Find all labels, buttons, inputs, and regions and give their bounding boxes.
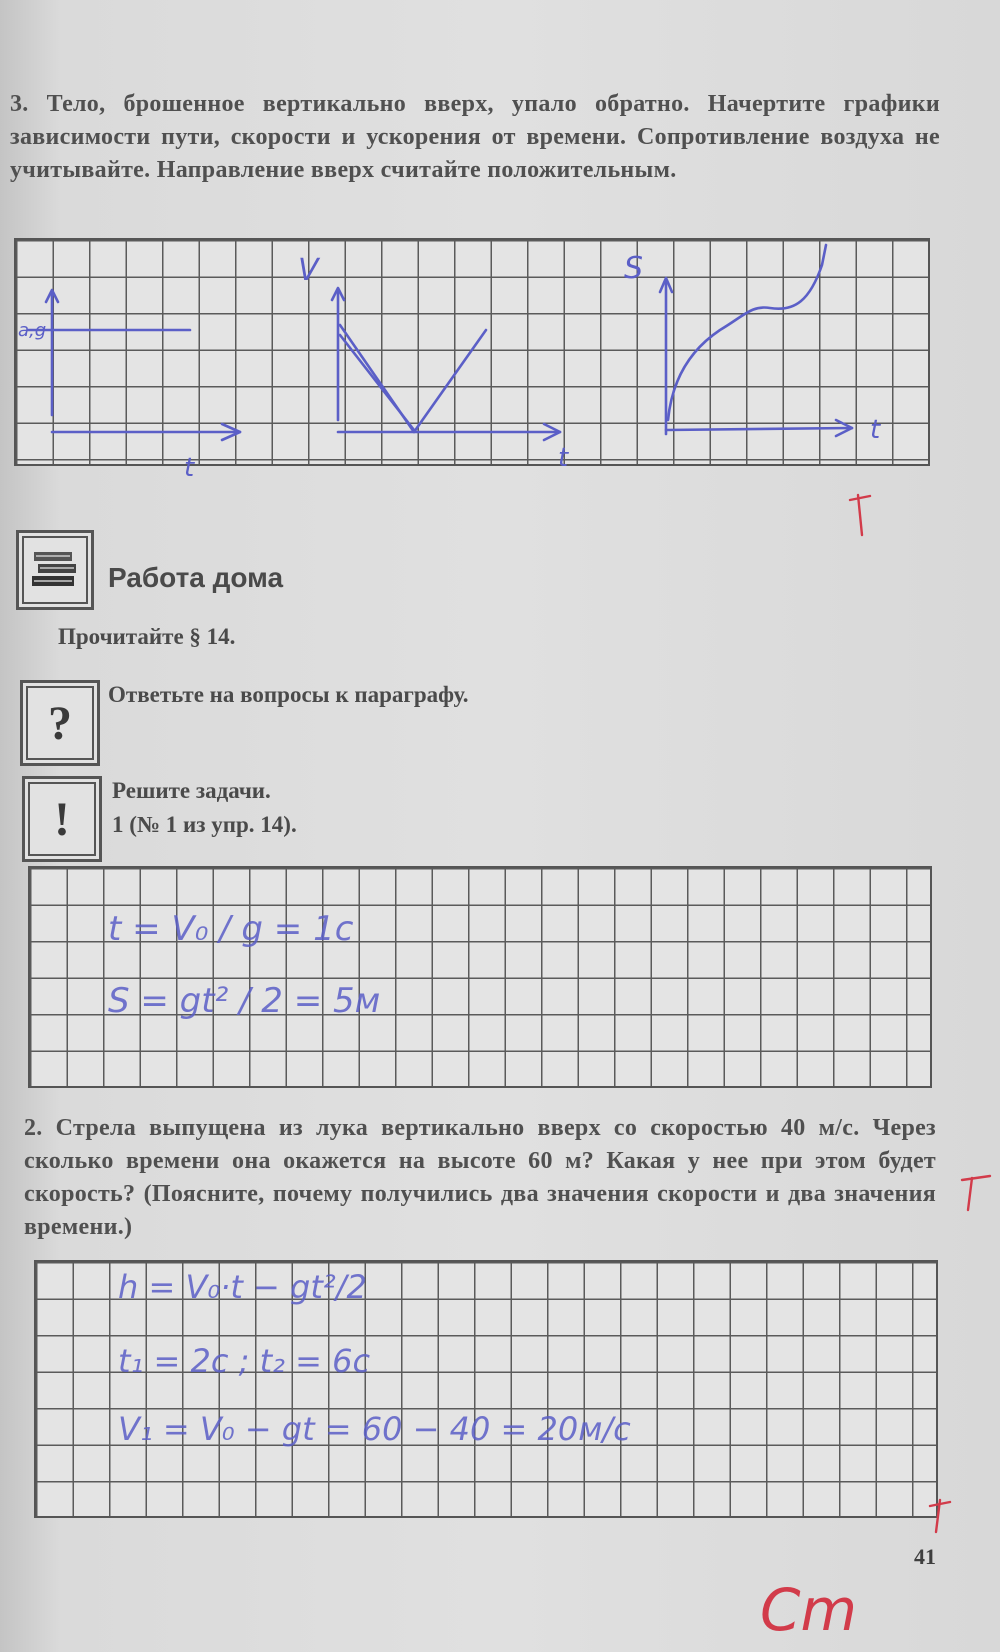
- exclamation-icon-glyph: !: [54, 792, 70, 846]
- g3-y-label: S: [624, 251, 644, 286]
- g3-s-curve: [668, 245, 826, 420]
- solution2-line3: V₁ = V₀ − gt = 60 − 40 = 20м/c: [118, 1410, 631, 1448]
- graph-velocity: [332, 288, 560, 440]
- grade-mark-bottom: [930, 1500, 950, 1532]
- tasks-line1: Решите задачи.: [112, 778, 271, 803]
- solution2-line2: t₁ = 2c ; t₂ = 6c: [118, 1342, 371, 1380]
- task2-text: 2. Стрела выпущена из лука вертикально вверх со скоростью 40 м/с. Через сколько времени она окажется на высоте 60 м? Какая у нее при этом будет скорость? (Поясните, почему получились два значения скорости и два значения времени.): [24, 1115, 936, 1240]
- g3-x-label: t: [870, 415, 881, 445]
- read-paragraph: Прочитайте § 14.: [58, 624, 236, 649]
- grade-mark-task3: [850, 495, 870, 535]
- solution2-line1: h = V₀·t − gt²/2: [118, 1268, 367, 1306]
- graph-acceleration: [28, 290, 240, 440]
- solution1-line2: S = gt² / 2 = 5м: [108, 981, 381, 1021]
- grade-mark-task2: [962, 1176, 990, 1210]
- g1-x-label: t: [184, 453, 195, 483]
- page-number: 41: [914, 1544, 936, 1569]
- graph-path: [660, 245, 852, 436]
- homework-title: Работа дома: [108, 562, 284, 593]
- g3-x-axis: [666, 428, 852, 430]
- g2-v-curve-retrace: [340, 335, 414, 430]
- g2-x-label: t: [558, 443, 569, 473]
- tasks-line2: 1 (№ 1 из упр. 14).: [112, 812, 297, 837]
- g1-y-label: a,g: [18, 320, 47, 341]
- task3-text: 3. Тело, брошенное вертикально вверх, упало обратно. Начертите графики зависимости пути, скорости и ускорения от времени. Сопротивление воздуха не учитывайте. Направление вверх считайте положительным.: [10, 91, 940, 183]
- questions-text: Ответьте на вопросы к параграфу.: [108, 682, 469, 707]
- solution1-line1: t = V₀ / g = 1c: [108, 909, 354, 949]
- g2-v-curve: [340, 325, 486, 432]
- g2-y-label: V: [298, 253, 319, 288]
- question-icon-glyph: ?: [48, 696, 72, 750]
- teacher-signature: Cm: [760, 1576, 857, 1644]
